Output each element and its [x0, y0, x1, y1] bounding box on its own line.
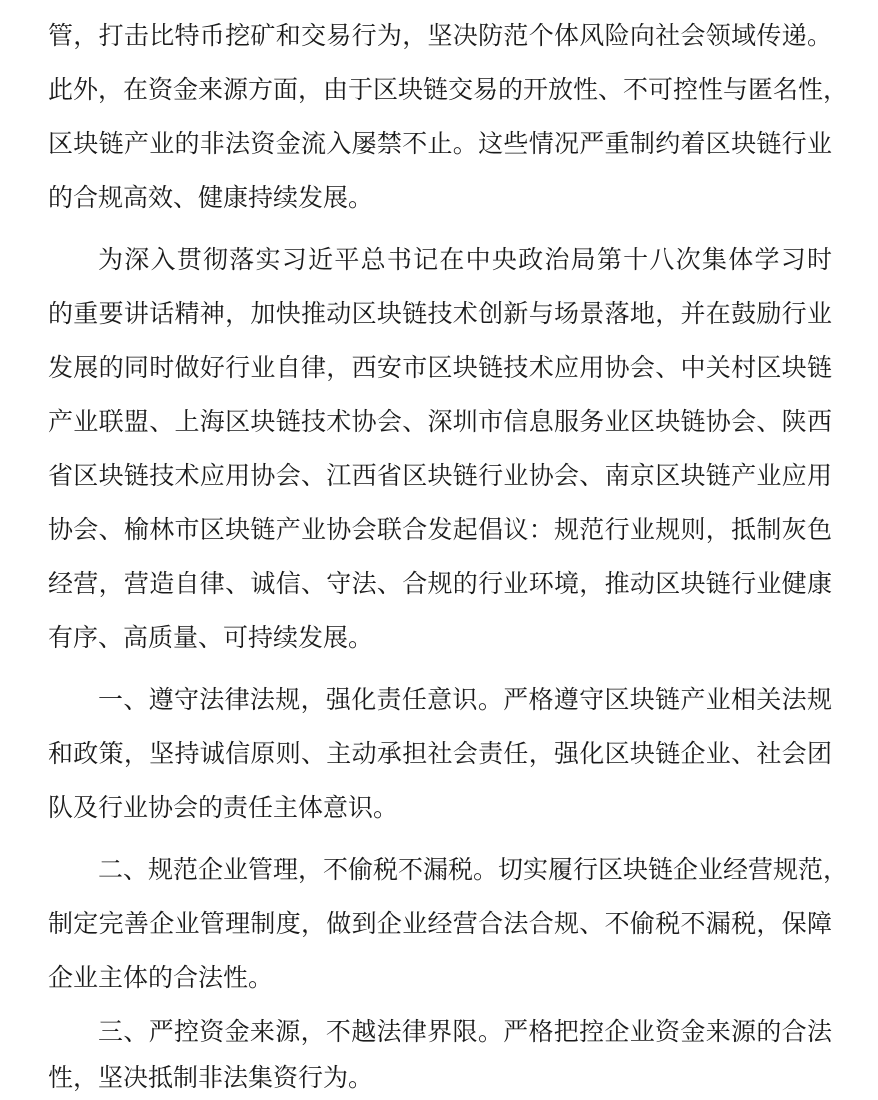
- paragraph-1-line-3: 区块链产业的非法资金流入屡禁不止。这些情况严重制约着区块链行业: [48, 129, 832, 158]
- paragraph-2-line-1: 为深入贯彻落实习近平总书记在中央政治局第十八次集体学习时: [98, 245, 832, 274]
- paragraph-5-line-2: 性，坚决抵制非法集资行为。: [48, 1063, 374, 1092]
- paragraph-2-line-8: 有序、高质量、可持续发展。: [48, 623, 374, 652]
- paragraph-4-line-3: 企业主体的合法性。: [48, 963, 274, 992]
- paragraph-5-line-1: 三、严控资金来源，不越法律界限。严格把控企业资金来源的合法: [98, 1017, 832, 1046]
- paragraph-2-line-7: 经营，营造自律、诚信、守法、合规的行业环境，推动区块链行业健康: [48, 569, 832, 598]
- paragraph-2-line-4: 产业联盟、上海区块链技术协会、深圳市信息服务业区块链协会、陕西: [48, 407, 832, 436]
- paragraph-4-line-1: 二、规范企业管理，不偷税不漏税。切实履行区块链企业经营规范，: [98, 855, 849, 884]
- paragraph-2-line-5: 省区块链技术应用协会、江西省区块链行业协会、南京区块链产业应用: [48, 461, 832, 490]
- paragraph-2-line-6: 协会、榆林市区块链产业协会联合发起倡议：规范行业规则，抵制灰色: [48, 515, 832, 544]
- paragraph-4-line-2: 制定完善企业管理制度，做到企业经营合法合规、不偷税不漏税，保障: [48, 909, 832, 938]
- paragraph-2-line-2: 的重要讲话精神，加快推动区块链技术创新与场景落地，并在鼓励行业: [48, 299, 832, 328]
- paragraph-1-line-2: 此外，在资金来源方面，由于区块链交易的开放性、不可控性与匿名性，: [48, 75, 849, 104]
- paragraph-2-line-3: 发展的同时做好行业自律，西安市区块链技术应用协会、中关村区块链: [48, 353, 832, 382]
- paragraph-3-line-2: 和政策，坚持诚信原则、主动承担社会责任，强化区块链企业、社会团: [48, 739, 832, 768]
- paragraph-1-line-1: 管，打击比特币挖矿和交易行为，坚决防范个体风险向社会领域传递。: [48, 21, 832, 50]
- paragraph-1-line-4: 的合规高效、健康持续发展。: [48, 183, 374, 212]
- paragraph-3-line-1: 一、遵守法律法规，强化责任意识。严格遵守区块链产业相关法规: [98, 685, 832, 714]
- paragraph-3-line-3: 队及行业协会的责任主体意识。: [48, 793, 399, 822]
